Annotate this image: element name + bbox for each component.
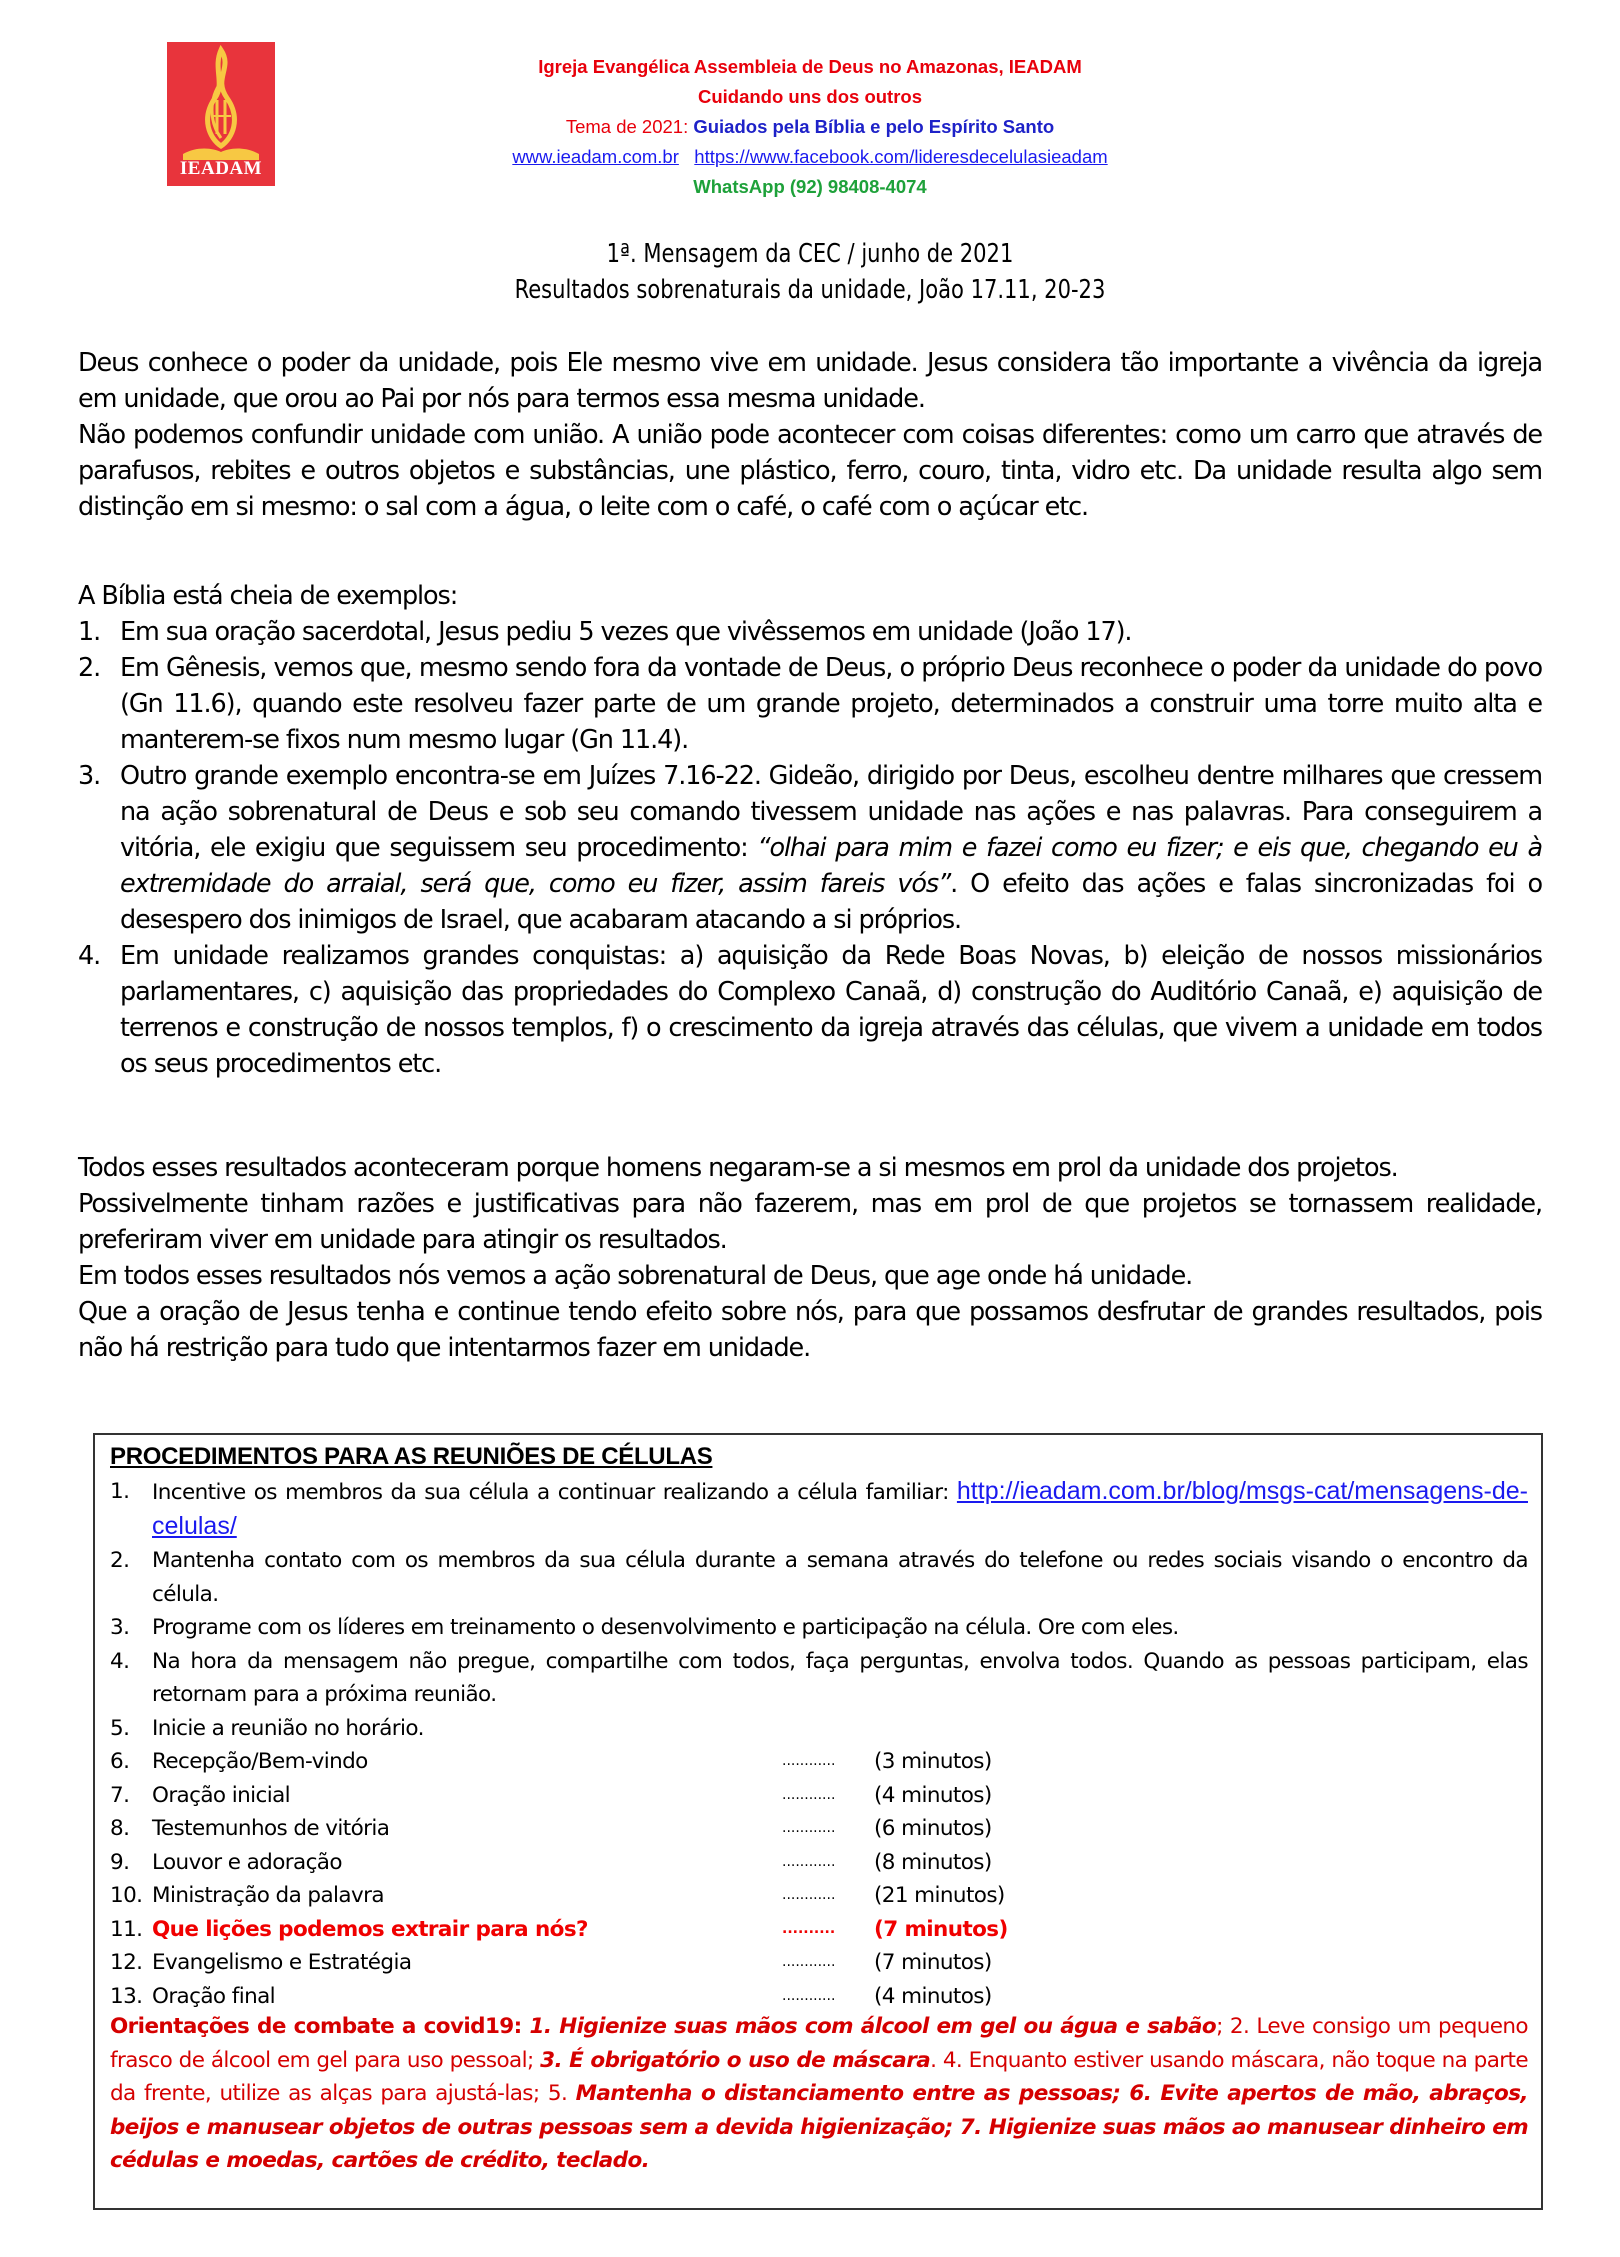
website-link[interactable]: www.ieadam.com.br — [512, 146, 679, 167]
theme-prefix: Tema de 2021: — [565, 116, 694, 137]
example-item: 1. Em sua oração sacerdotal, Jesus pediu 5 vezes que vivêssemos em unidade (João 17). — [78, 617, 1132, 647]
schedule-item: 10. Ministração da palavra ............ (21 minutos) — [110, 1883, 1005, 1908]
example-item: 4. Em unidade realizamos grandes conquistas: a) aquisição da Rede Boas Novas, b) eleição de nossos missionários parlamentares, c) aquisição das propriedades do Complexo Canaã, d) construção do Auditório Canaã, e) aquisição de terrenos e construção de nossos templos, f) o crescimento da igreja através das células, que vivem a unidade em todos os seus procedimentos etc. — [78, 941, 1542, 1079]
example-item: 3. Outro grande exemplo encontra-se em Juízes 7.16-22. Gideão, dirigido por Deus, escolheu dentre milhares que cressem na ação sobrenatural de Deus e sob seu comando tivessem unidade nas ações e nas palavras. Para conseguirem a vitória, ele exigiu que seguissem seu procedimento: “olhai para mim e fazei como eu fizer; e eis que, chegando eu à extremidade do arraial, será que, como eu fizer, assim fareis vós”. O efeito das ações e falas sincronizadas foi o desespero dos inimigos de Israel, que acabaram atacando a si próprios. — [78, 761, 1542, 935]
procedures-box — [93, 1433, 1543, 2210]
schedule-item: 12. Evangelismo e Estratégia ............ (7 minutos) — [110, 1950, 992, 1975]
schedule-item: 13. Oração final ............ (4 minutos) — [110, 1983, 992, 2009]
schedule-item: 9. Louvor e adoração ............ (8 minutos) — [110, 1849, 992, 1875]
church-name: Igreja Evangélica Assembleia de Deus no Amazonas, IEADAM — [538, 56, 1082, 77]
procedure-item: 3. Programe com os líderes em treinamento o desenvolvimento e participação na célula. Ore com eles. — [110, 1615, 1179, 1640]
motto: Cuidando uns dos outros — [697, 86, 923, 107]
whatsapp-contact: WhatsApp (92) 98408-4074 — [693, 176, 927, 197]
examples-list — [78, 614, 1542, 1082]
conclusion-paragraph: Que a oração de Jesus tenha e continue tendo efeito sobre nós, para que possamos desfrutar de grandes resultados, pois não há restrição para tudo que intentarmos fazer em unidade. — [78, 1297, 1542, 1363]
quote: “olhai para mim e fazei como eu fizer; e eis que, chegando eu à extremidade do arraial, será que, como eu fizer, assim fareis vós” — [120, 833, 1542, 899]
year-theme — [300, 112, 1320, 142]
conclusion-paragraph: Em todos esses resultados nós vemos a ação sobrenatural de Deus, que age onde há unidade. — [78, 1261, 1193, 1291]
examples-lead: A Bíblia está cheia de exemplos: — [78, 581, 458, 611]
title-line-1: 1ª. Mensagem da CEC / junho de 2021 — [606, 239, 1014, 269]
church-header — [300, 52, 1320, 202]
cell-messages-link[interactable]: http://ieadam.com.br/blog/msgs-cat/mensagens-de-celulas/ — [152, 1477, 1528, 1540]
ieadam-logo — [167, 42, 275, 186]
conclusion-paragraph: Todos esses resultados aconteceram porque homens negaram-se a si mesmos em prol da unidade dos projetos. — [78, 1153, 1398, 1183]
title-line-2: Resultados sobrenaturais da unidade, João 17.11, 20-23 — [514, 275, 1106, 305]
intro-section — [78, 345, 1542, 525]
procedure-item: 1. Incentive os membros da sua célula a continuar realizando a célula familiar: http://ieadam.com.br/blog/msgs-cat/mensagens-de-celulas/ — [110, 1477, 1528, 1540]
schedule-item: 8. Testemunhos de vitória ............ (6 minutos) — [110, 1816, 992, 1841]
examples-section — [78, 578, 1542, 1082]
procedure-item: 5. Inicie a reunião no horário. — [110, 1715, 424, 1741]
schedule-item-highlight: 11. Que lições podemos extrair para nós? .......... (7 minutos) — [110, 1916, 1008, 1942]
procedure-item: 2. Mantenha contato com os membros da sua célula durante a semana através do telefone ou redes sociais visando o encontro da célula. — [110, 1548, 1528, 1607]
message-title — [0, 236, 1620, 308]
logo-text: IEADAM — [179, 158, 263, 179]
procedures-list — [110, 1475, 1528, 2013]
intro-paragraph-1: Deus conhece o poder da unidade, pois Ele mesmo vive em unidade. Jesus considera tão importante a vivência da igreja em unidade, que orou ao Pai por nós para termos essa mesma unidade. — [78, 348, 1542, 414]
procedure-item: 4. Na hora da mensagem não pregue, compartilhe com todos, faça perguntas, envolva todos. Quando as pessoas participam, elas retornam para a próxima reunião. — [110, 1648, 1528, 1707]
theme-text: Guiados pela Bíblia e pelo Espírito Santo — [693, 116, 1055, 137]
covid-guidelines: Orientações de combate a covid19: 1. Higienize suas mãos com álcool em gel ou água e sabão; 2. Leve consigo um pequeno frasco de álcool em gel para uso pessoal; 3. É obrigatório o uso de máscara. 4. Enquanto estiver usando máscara, não toque na parte da frente, utilize as alças para ajustá-las; 5. Mantenha o distanciamento entre as pessoas; 6. Evite apertos de mão, abraços, beijos e manusear objetos de outras pessoas sem a devida higienização; 7. Higienize suas mãos ao manusear dinheiro em cédulas e moedas, cartões de crédito, teclado. — [110, 2014, 1528, 2173]
conclusion-paragraph: Possivelmente tinham razões e justificativas para não fazerem, mas em prol de que projetos se tornassem realidade, preferiram viver em unidade para atingir os resultados. — [78, 1189, 1542, 1255]
facebook-link[interactable]: https://www.facebook.com/lideresdecelulasieadam — [694, 146, 1108, 167]
schedule-item: 7. Oração inicial ............ (4 minutos) — [110, 1782, 992, 1808]
intro-paragraph-2: Não podemos confundir unidade com união. A união pode acontecer com coisas diferentes: como um carro que através de parafusos, rebites e outros objetos e substâncias, une plástico, ferro, couro, tinta, vidro etc. Da unidade resulta algo sem distinção em si mesmo: o sal com a água, o leite com o café, o café com o açúcar etc. — [78, 420, 1542, 522]
example-item: 2. Em Gênesis, vemos que, mesmo sendo fora da vontade de Deus, o próprio Deus reconhece o poder da unidade do povo (Gn 11.6), quando este resolveu fazer parte de um grande projeto, determinados a construir uma torre muito alta e manterem-se fixos num mesmo lugar (Gn 11.4). — [78, 653, 1542, 755]
conclusion-section — [78, 1150, 1542, 1366]
covid-heading: Orientações de combate a covid19: — [110, 2014, 530, 2039]
schedule-item: 6. Recepção/Bem-vindo ............ (3 minutos) — [110, 1749, 992, 1774]
procedures-title: PROCEDIMENTOS PARA AS REUNIÕES DE CÉLULAS — [110, 1443, 713, 1470]
links-line — [300, 142, 1320, 172]
